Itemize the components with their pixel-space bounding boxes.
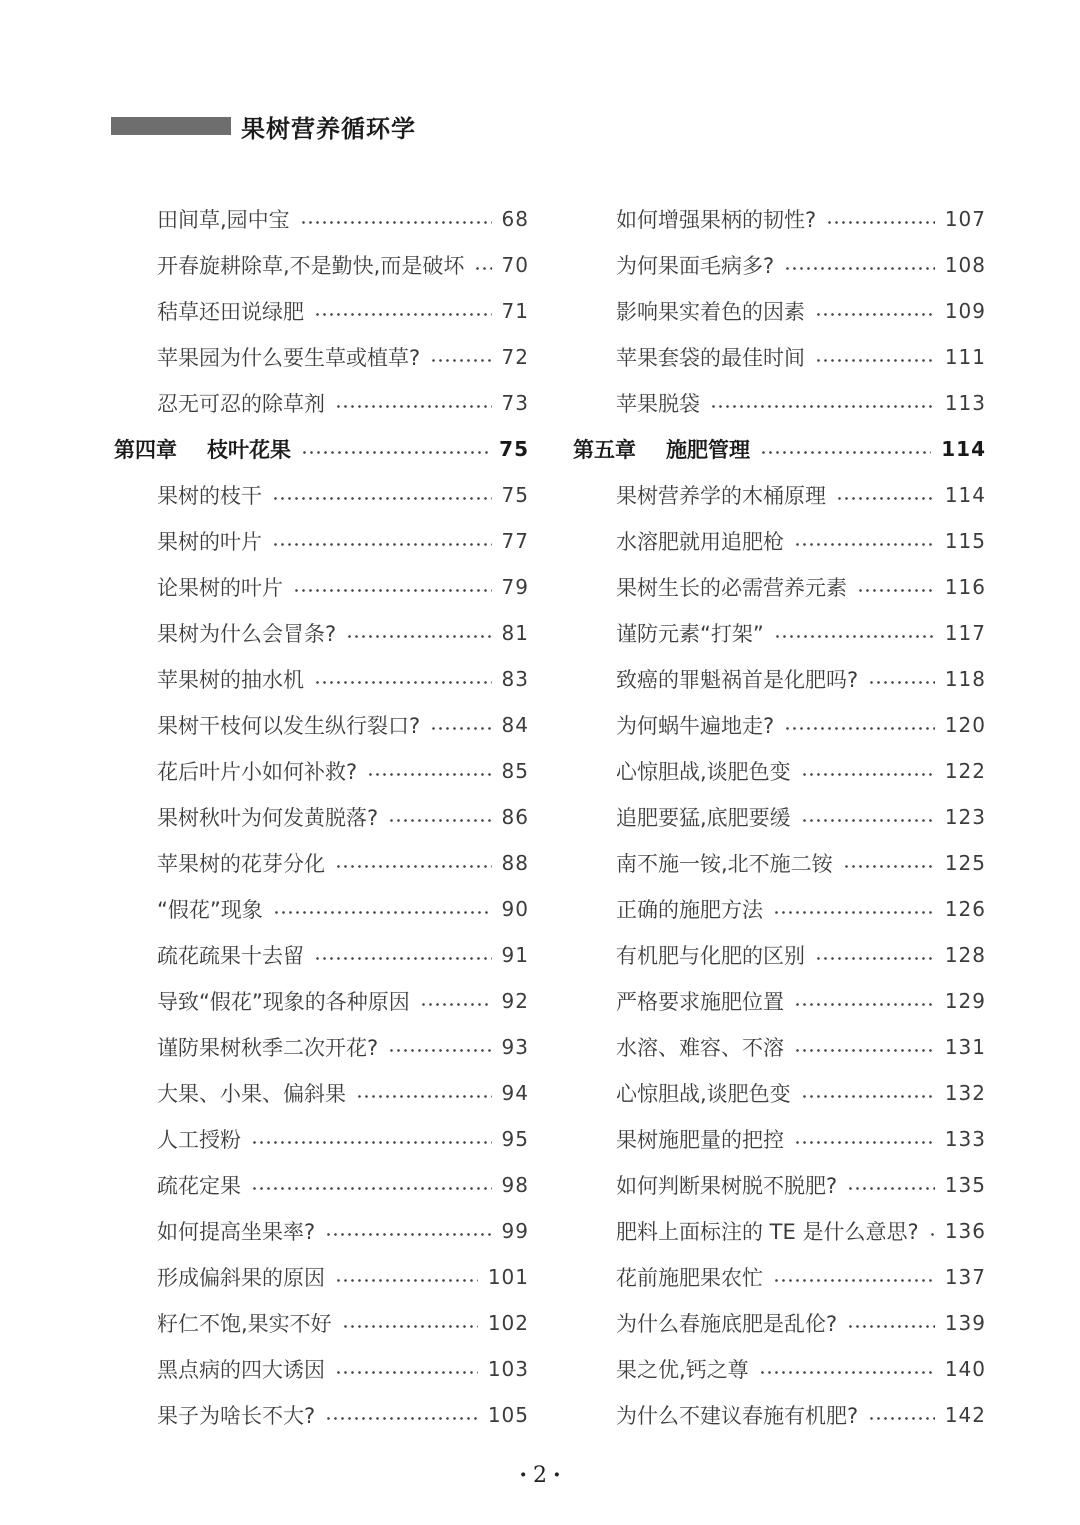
toc-page-number: 81 xyxy=(501,621,529,645)
page-number-dot-right: · xyxy=(553,1462,561,1488)
toc-entry-title: 追肥要猛,底肥要缓 xyxy=(616,806,791,830)
toc-entry-title: 如何提高坐果率? xyxy=(157,1220,316,1244)
toc-entry-title: 果树秋叶为何发黄脱落? xyxy=(157,806,379,830)
toc-entry[interactable] xyxy=(111,472,529,518)
toc-entry-title: 果树营养学的木桶原理 xyxy=(616,484,826,508)
toc-page-number: 101 xyxy=(487,1265,529,1289)
toc-page-number: 68 xyxy=(501,207,529,231)
dot-leader xyxy=(843,865,935,868)
dot-leader xyxy=(301,451,489,454)
toc-entry-title: 花后叶片小如何补救? xyxy=(157,760,358,784)
toc-page-number: 136 xyxy=(944,1219,986,1243)
toc-page-number: 111 xyxy=(944,345,986,369)
toc-entry-title: 为何果面毛病多? xyxy=(616,254,775,278)
dot-leader xyxy=(314,681,492,684)
dot-leader xyxy=(325,1417,478,1420)
toc-left-column xyxy=(111,196,529,1438)
toc-entry-title: 心惊胆战,谈肥色变 xyxy=(616,760,791,784)
toc-page-number: 71 xyxy=(501,299,529,323)
toc-entry[interactable] xyxy=(111,656,529,702)
chapter-number: 第五章 xyxy=(573,438,636,462)
toc-page-number: 128 xyxy=(944,943,986,967)
toc-page-number: 114 xyxy=(944,483,986,507)
toc-entry[interactable] xyxy=(111,932,529,978)
toc-entry[interactable] xyxy=(570,1116,986,1162)
toc-entry-title: 致癌的罪魁祸首是化肥吗? xyxy=(616,668,859,692)
toc-page-number: 126 xyxy=(944,897,986,921)
toc-entry[interactable] xyxy=(570,1346,986,1392)
toc-entry[interactable] xyxy=(111,196,529,242)
dot-leader xyxy=(847,1325,935,1328)
toc-entry[interactable] xyxy=(570,978,986,1024)
dot-leader xyxy=(388,1049,491,1052)
toc-page-number: 94 xyxy=(501,1081,529,1105)
dot-leader xyxy=(420,1003,492,1006)
dot-leader xyxy=(430,359,491,362)
toc-entry[interactable] xyxy=(111,978,529,1024)
toc-entry[interactable] xyxy=(111,1024,529,1070)
chapter-title: 施肥管理 xyxy=(666,438,750,462)
toc-entry[interactable] xyxy=(111,1254,529,1300)
toc-page-number: 142 xyxy=(944,1403,986,1427)
toc-entry-title: 水溶、难容、不溶 xyxy=(616,1036,784,1060)
toc-entry-title: 苹果脱袋 xyxy=(616,392,700,416)
toc-page-number: 125 xyxy=(944,851,986,875)
toc-entry-title: 果树干枝何以发生纵行裂口? xyxy=(157,714,421,738)
toc-entry[interactable] xyxy=(111,886,529,932)
toc-entry[interactable] xyxy=(570,1300,986,1346)
toc-entry[interactable] xyxy=(570,518,986,564)
dot-leader xyxy=(794,1049,935,1052)
dot-leader xyxy=(346,635,491,638)
toc-page-number: 77 xyxy=(501,529,529,553)
toc-entry-title: 人工授粉 xyxy=(157,1128,241,1152)
dot-leader xyxy=(857,589,935,592)
toc-entry-title: 秸草还田说绿肥 xyxy=(157,300,304,324)
toc-entry[interactable] xyxy=(111,1346,529,1392)
toc-entry[interactable] xyxy=(570,932,986,978)
dot-leader xyxy=(272,543,492,546)
toc-entry-title: 大果、小果、偏斜果 xyxy=(157,1082,346,1106)
toc-page-number: 88 xyxy=(501,851,529,875)
toc-entry-title: 导致“假花”现象的各种原因 xyxy=(157,990,410,1014)
toc-entry-title: 肥料上面标注的 TE 是什么意思? xyxy=(616,1220,919,1244)
toc-page-number: 98 xyxy=(501,1173,529,1197)
toc-entry-title: 论果树的叶片 xyxy=(157,576,283,600)
dot-leader xyxy=(815,359,935,362)
dot-leader xyxy=(801,773,935,776)
toc-entry[interactable] xyxy=(111,1208,529,1254)
toc-entry[interactable] xyxy=(570,288,986,334)
toc-page-number: 123 xyxy=(944,805,986,829)
toc-page-number: 72 xyxy=(501,345,529,369)
toc-entry[interactable] xyxy=(570,242,986,288)
header-decorative-bar xyxy=(111,117,231,135)
toc-entry[interactable] xyxy=(570,380,986,426)
toc-entry-title: 果树为什么会冒条? xyxy=(157,622,337,646)
page-number-dot-left: · xyxy=(519,1462,527,1488)
toc-entry-title: 苹果树的抽水机 xyxy=(157,668,304,692)
toc-entry-title: 果子为啥长不大? xyxy=(157,1404,316,1428)
toc-page-number: 116 xyxy=(944,575,986,599)
toc-entry[interactable] xyxy=(111,1070,529,1116)
toc-page-number: 73 xyxy=(501,391,529,415)
dot-leader xyxy=(794,1141,935,1144)
dot-leader xyxy=(773,1279,935,1282)
dot-leader xyxy=(801,1095,935,1098)
toc-entry-title: 严格要求施肥位置 xyxy=(616,990,784,1014)
toc-entry-title: 为什么春施底肥是乱伦? xyxy=(616,1312,838,1336)
toc-entry-title: 果之优,钙之尊 xyxy=(616,1358,749,1382)
toc-entry[interactable] xyxy=(570,564,986,610)
dot-leader xyxy=(335,865,492,868)
toc-page-number: 114 xyxy=(941,437,986,461)
dot-leader xyxy=(868,1417,935,1420)
dot-leader xyxy=(335,405,492,408)
toc-page-number: 95 xyxy=(501,1127,529,1151)
dot-leader xyxy=(815,957,935,960)
dot-leader xyxy=(773,911,935,914)
toc-entry[interactable] xyxy=(570,1024,986,1070)
chapter-title: 枝叶花果 xyxy=(207,438,291,462)
toc-entry-title: 谨防果树秋季二次开花? xyxy=(157,1036,379,1060)
page-number-value: 2 xyxy=(533,1463,547,1488)
dot-leader xyxy=(794,543,935,546)
dot-leader xyxy=(342,1325,478,1328)
toc-entry[interactable] xyxy=(111,610,529,656)
toc-entry[interactable] xyxy=(570,656,986,702)
toc-entry-title: 籽仁不饱,果实不好 xyxy=(157,1312,332,1336)
toc-entry[interactable] xyxy=(570,1208,986,1254)
toc-entry-title: 果树的枝干 xyxy=(157,484,262,508)
dot-leader xyxy=(314,957,492,960)
toc-entry[interactable] xyxy=(111,1162,529,1208)
dot-leader xyxy=(826,221,935,224)
dot-leader xyxy=(868,681,935,684)
toc-page-number: 115 xyxy=(944,529,986,553)
toc-entry[interactable] xyxy=(570,1162,986,1208)
toc-entry-title: 苹果树的花芽分化 xyxy=(157,852,325,876)
toc-page-number: 93 xyxy=(501,1035,529,1059)
dot-leader xyxy=(847,1187,935,1190)
toc-page-number: 75 xyxy=(501,483,529,507)
toc-entry[interactable] xyxy=(111,380,529,426)
toc-entry-title: 有机肥与化肥的区别 xyxy=(616,944,805,968)
toc-entry[interactable] xyxy=(570,196,986,242)
toc-entry-title: 疏花定果 xyxy=(157,1174,241,1198)
dot-leader xyxy=(335,1279,478,1282)
toc-entry[interactable] xyxy=(111,288,529,334)
toc-page-number: 86 xyxy=(501,805,529,829)
toc-page-number: 122 xyxy=(944,759,986,783)
toc-entry[interactable] xyxy=(111,748,529,794)
toc-page-number: 105 xyxy=(487,1403,529,1427)
toc-entry-title: 形成偏斜果的原因 xyxy=(157,1266,325,1290)
toc-page-number: 139 xyxy=(944,1311,986,1335)
toc-entry[interactable] xyxy=(570,610,986,656)
toc-page-number: 75 xyxy=(499,437,529,461)
toc-entry-title: 田间草,园中宝 xyxy=(157,208,290,232)
dot-leader xyxy=(784,727,935,730)
toc-entry-title: 心惊胆战,谈肥色变 xyxy=(616,1082,791,1106)
toc-entry[interactable] xyxy=(111,1392,529,1438)
dot-leader xyxy=(356,1095,492,1098)
toc-page-number: 113 xyxy=(944,391,986,415)
toc-entry-title: 如何判断果树脱不脱肥? xyxy=(616,1174,838,1198)
toc-page-number: 70 xyxy=(501,253,529,277)
toc-entry-title: 如何增强果柄的韧性? xyxy=(616,208,817,232)
toc-entry[interactable] xyxy=(111,794,529,840)
toc-page-number: 118 xyxy=(944,667,986,691)
toc-entry[interactable] xyxy=(570,1392,986,1438)
toc-entry-title: 忍无可忍的除草剂 xyxy=(157,392,325,416)
toc-page-number: 108 xyxy=(944,253,986,277)
toc-entry-title: 水溶肥就用追肥枪 xyxy=(616,530,784,554)
toc-page-number: 129 xyxy=(944,989,986,1013)
toc-page-number: 117 xyxy=(944,621,986,645)
dot-leader xyxy=(335,1371,478,1374)
toc-entry[interactable] xyxy=(111,334,529,380)
toc-page-number: 109 xyxy=(944,299,986,323)
dot-leader xyxy=(251,1187,492,1190)
dot-leader xyxy=(760,451,931,454)
toc-entry-title: 开春旋耕除草,不是勤快,而是破坏 xyxy=(157,254,465,278)
toc-entry[interactable] xyxy=(570,886,986,932)
dot-leader xyxy=(367,773,491,776)
toc-entry-title: 果树施肥量的把控 xyxy=(616,1128,784,1152)
dot-leader xyxy=(388,819,491,822)
toc-page-number: 91 xyxy=(501,943,529,967)
toc-page-number: 103 xyxy=(487,1357,529,1381)
dot-leader xyxy=(710,405,935,408)
dot-leader xyxy=(929,1233,935,1236)
toc-page-number: 85 xyxy=(501,759,529,783)
toc-entry-title: 苹果套袋的最佳时间 xyxy=(616,346,805,370)
dot-leader xyxy=(836,497,935,500)
toc-entry[interactable] xyxy=(570,1070,986,1116)
toc-entry[interactable] xyxy=(111,242,529,288)
toc-entry[interactable] xyxy=(570,748,986,794)
toc-entry[interactable] xyxy=(570,840,986,886)
toc-entry-title: “假花”现象 xyxy=(157,898,263,922)
dot-leader xyxy=(759,1371,935,1374)
book-title: 果树营养循环学 xyxy=(241,114,416,143)
toc-page-number: 83 xyxy=(501,667,529,691)
toc-entry-title: 疏花疏果十去留 xyxy=(157,944,304,968)
dot-leader xyxy=(801,819,935,822)
toc-page-number: 84 xyxy=(501,713,529,737)
toc-entry[interactable] xyxy=(570,1254,986,1300)
toc-entry[interactable] xyxy=(111,518,529,564)
toc-entry[interactable] xyxy=(111,564,529,610)
dot-leader xyxy=(774,635,935,638)
dot-leader xyxy=(251,1141,492,1144)
toc-page-number: 132 xyxy=(944,1081,986,1105)
toc-entry[interactable] xyxy=(570,794,986,840)
dot-leader xyxy=(430,727,491,730)
dot-leader xyxy=(273,911,492,914)
toc-entry-title: 苹果园为什么要生草或植草? xyxy=(157,346,421,370)
toc-entry[interactable] xyxy=(570,472,986,518)
toc-entry-title: 为什么不建议春施有机肥? xyxy=(616,1404,859,1428)
toc-right-column xyxy=(570,196,986,1438)
toc-page-number: 133 xyxy=(944,1127,986,1151)
toc-entry-title: 影响果实着色的因素 xyxy=(616,300,805,324)
toc-page-number: 79 xyxy=(501,575,529,599)
toc-entry-title: 为何蜗牛遍地走? xyxy=(616,714,775,738)
toc-entry-title: 谨防元素“打架” xyxy=(616,622,764,646)
toc-entry[interactable] xyxy=(111,1300,529,1346)
toc-page-number: 137 xyxy=(944,1265,986,1289)
toc-entry[interactable] xyxy=(570,334,986,380)
chapter-number: 第四章 xyxy=(114,438,177,462)
dot-leader xyxy=(325,1233,491,1236)
dot-leader xyxy=(794,1003,935,1006)
toc-page-number: 99 xyxy=(501,1219,529,1243)
toc-page-number: 107 xyxy=(944,207,986,231)
dot-leader xyxy=(474,267,491,270)
toc-chapter-heading[interactable] xyxy=(111,426,529,472)
dot-leader xyxy=(784,267,935,270)
toc-chapter-heading[interactable] xyxy=(570,426,986,472)
page-number xyxy=(0,1462,1080,1488)
toc-page-number: 131 xyxy=(944,1035,986,1059)
toc-entry-title: 果树的叶片 xyxy=(157,530,262,554)
dot-leader xyxy=(272,497,492,500)
toc-entry-title: 花前施肥果农忙 xyxy=(616,1266,763,1290)
toc-entry[interactable] xyxy=(111,1116,529,1162)
toc-page-number: 135 xyxy=(944,1173,986,1197)
dot-leader xyxy=(815,313,935,316)
toc-page-number: 90 xyxy=(501,897,529,921)
dot-leader xyxy=(314,313,492,316)
toc-page-number: 140 xyxy=(944,1357,986,1381)
toc-entry-title: 南不施一铵,北不施二铵 xyxy=(616,852,833,876)
toc-entry-title: 果树生长的必需营养元素 xyxy=(616,576,847,600)
toc-page-number: 102 xyxy=(487,1311,529,1335)
dot-leader xyxy=(300,221,492,224)
dot-leader xyxy=(293,589,492,592)
toc-entry[interactable] xyxy=(111,840,529,886)
toc-entry-title: 正确的施肥方法 xyxy=(616,898,763,922)
toc-page-number: 120 xyxy=(944,713,986,737)
toc-entry[interactable] xyxy=(570,702,986,748)
toc-page-number: 92 xyxy=(501,989,529,1013)
toc-entry[interactable] xyxy=(111,702,529,748)
toc-entry-title: 黑点病的四大诱因 xyxy=(157,1358,325,1382)
running-header xyxy=(111,108,416,144)
